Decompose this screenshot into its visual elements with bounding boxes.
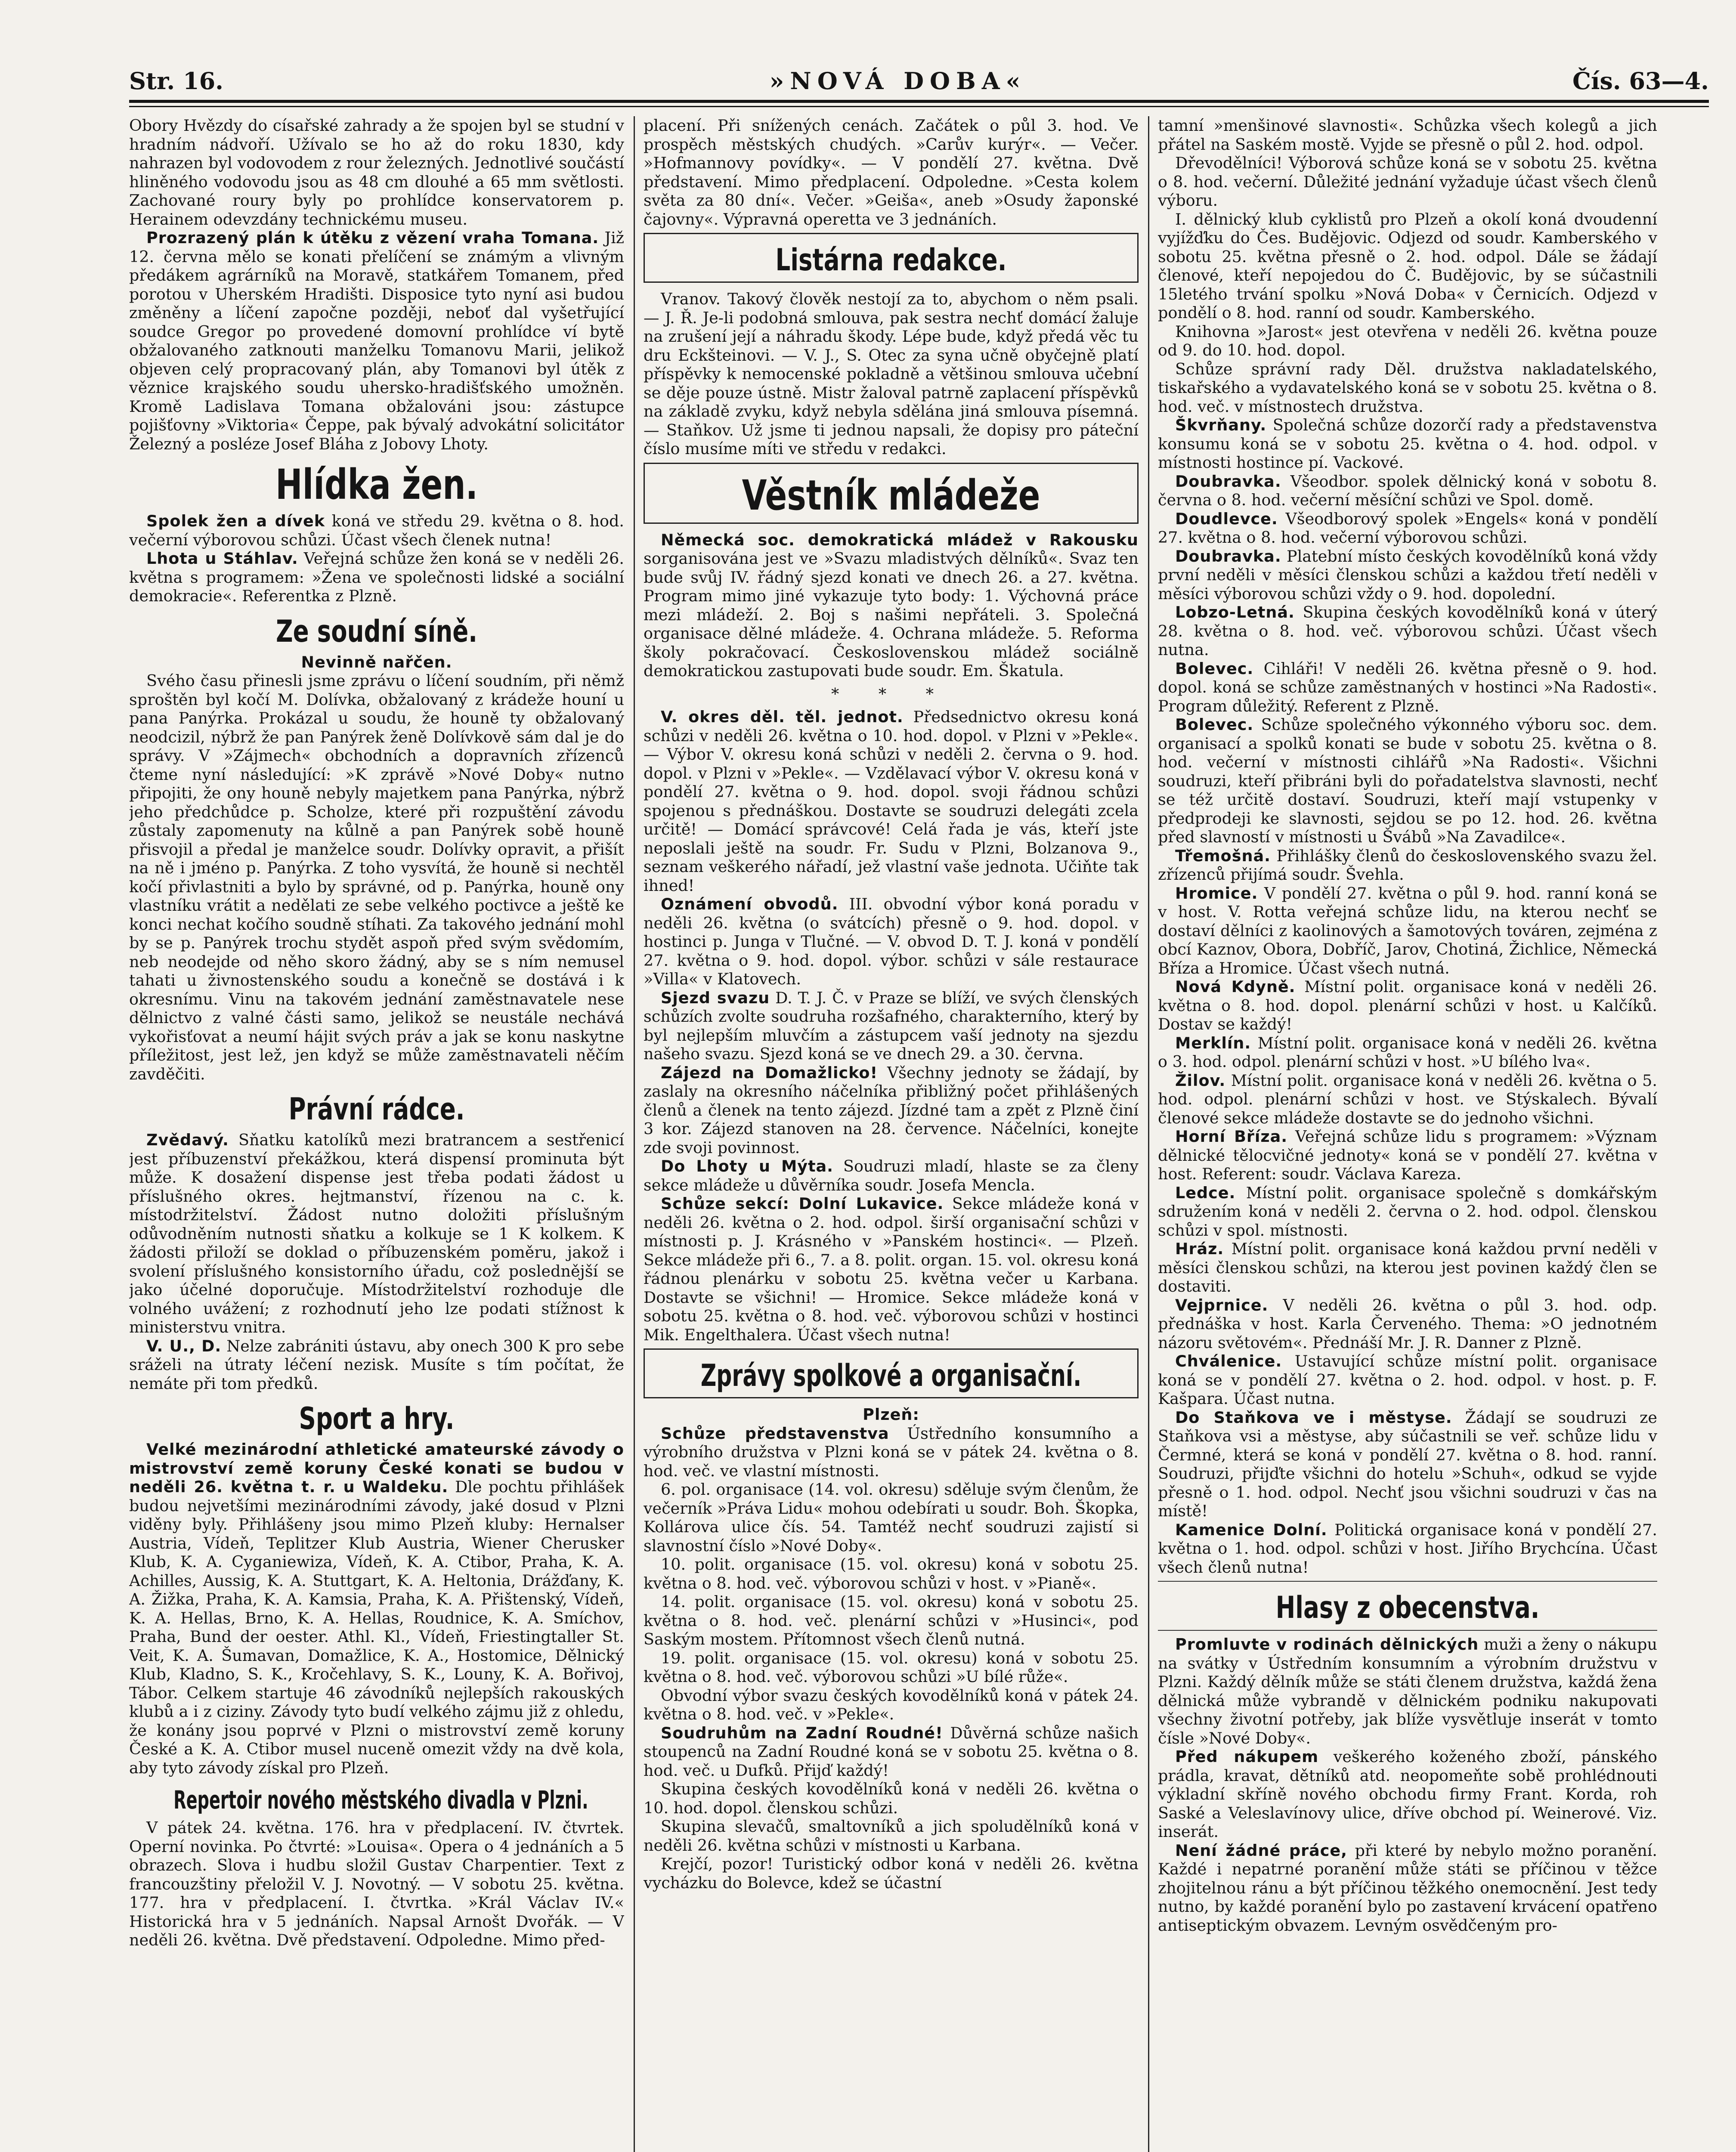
notice-lead: Doudlevce. [1175, 509, 1278, 528]
notice: Skupina českých kovodělníků koná v neděli 26. května o 10. hod. dopol. členskou schůzi. [644, 1780, 1139, 1817]
notice-lead: Před nákupem [1175, 1747, 1319, 1766]
column-3 [1158, 116, 1657, 2152]
zpravy-box [644, 1348, 1139, 1398]
masthead-rule-thick [129, 100, 1709, 103]
notice [1158, 1352, 1657, 1408]
section-heading-sport-a-hry: Sport a hry. [299, 1401, 455, 1436]
notice [1158, 659, 1657, 716]
notice-text: Dle pochtu přihlášek budou nejvetšími mezinárodními závody, jaké dosud v Plzni viděny byly. Přihlášeny jsou mimo Plzeň kluby: Hernalser Austria, Vídeň, Teplitzer Klub Austria, Wiener Cherusker Klub, K. A. Cyganiewiza, Vídeň, K. A. Ctibor, Praha, K. A. Achilles, Aussig, K. A. Stuttgart, K. A. Heltonia, Drážďany, K. A. Žižka, Praha, K. A. Kamsia, Praha, K. A. Přištenský, Vídeň, K. A. Hellas, Brno, K. A. Hellas, Roudnice, K. A. Smíchov, Praha, Bund der oester. Athl. Kl., Vídeň, Friestingtaller St. Veit, K. A. Šumavan, Domažlice, K. A., Hostomice, Dělnický Klub, Kladno, S. K., Kročehlavy, S. K., Louny, K. A. Bořivoj, Tábor. Celkem startuje 46 závodníků nejlepších rakouských klubů a i z ciziny. Závody tyto budí velkého zájmu již z ohledu, že konány jsou poprvé v Plzni o mistrovství země koruny České a K. A. Ctibor musel nuceně omezit vždy na dvě kola, aby tyto závody získal pro Plzeň. [129, 1478, 624, 1777]
notice-lead: Hráz. [1175, 1240, 1224, 1258]
notice [644, 989, 1139, 1064]
notice-text: V neděli 26. května o půl 3. hod. odp. přednáška v host. Karla Červeného. Thema: »O jednotném názoru světovém«. Přednáší Mr. J. R. Danner z Plzně. [1158, 1296, 1657, 1352]
notice [1158, 1034, 1657, 1071]
notice-lead: Merklín. [1175, 1033, 1251, 1052]
notice-text: Skupina českých kovodělníků koná v úterý 28. května o 8. hod. več. výborovou schůzi. Účast všech nutna. [1158, 603, 1657, 659]
notice-lead: Chválenice. [1175, 1352, 1282, 1370]
notice-text: Schůze společného výkonného výboru soc. dem. organisací a spolků konati se bude v sobotu 25. května o 8. hod. večerní v místnosti cihlářů »Na Radosti«. Všichni soudruzi, kteří přibráni byli do pořadatelstva slavnosti, nechť se též určitě dostaví. Soudruzi, kteří mají vstupenky v předprodeji ke slavnosti, sejdou se po 12. hod. 26. května před slavností v místnosti u Švábů »Na Zavadilce«. [1158, 715, 1657, 846]
notice-lead: Škvrňany. [1175, 416, 1267, 434]
notice-lead: Schůze sekcí: Dolní Lukavice. [661, 1194, 944, 1213]
notice-lead: Kamenice Dolní. [1175, 1520, 1328, 1539]
section-heading-pravni-radce: Právní rádce. [288, 1091, 465, 1127]
notice-lead: Třemošná. [1175, 846, 1271, 865]
notice-lead: Zájezd na Domažlicko! [661, 1063, 878, 1082]
notice-lead: Není žádné práce, [1175, 1841, 1347, 1860]
notice-text: Politická organisace koná v pondělí 27. května o 1. hod. odpol. schůzi v host. Jiřího Brychcína. Účast všech členů nutna! [1158, 1520, 1657, 1577]
notice-text: Společná schůze dozorčí rady a představenstva konsumu koná se v sobotu 25. května o 4. hod. odpol. v místnosti hostince pí. Vackové. [1158, 416, 1657, 472]
notice-text: Místní polit. organisace koná každou první neděli v měsíci členskou schůzi, na kterou jest povinen každý člen se dostaviti. [1158, 1240, 1657, 1296]
article-text: Vranov. Takový člověk nestojí za to, abychom o něm psali. — J. Ř. Je-li podobná smlouva, pak sestra nechť domácí žaluje na zrušení její a náhradu škody. Lépe bude, když předá věc tu dru Eckšteinovi. — V. J., S. Otec za syna učně obyčejně platí příspěvky k nemocenské pokladně a většinou smlouva učební se děje pouze ústně. Mistr žaloval patrně zaplacení příspěvků na základě zvyku, když nebyla sdělána jiná smlouva písemná. — Staňkov. Už jsme ti jednou napsali, že dopisy pro páteční číslo musíme míti ve středu v redakci. [644, 290, 1139, 458]
notice-text: Všeodborový spolek »Engels« koná v pondělí 27. května o 8. hod. večerní výborovou schůzi. [1158, 509, 1657, 547]
notice [1158, 1521, 1657, 1577]
notice-text: muži a ženy o nákupu na svátky v Ústředním konsumním a výrobním družstvu v Plzni. Každý dělník může se státi členem družstva, každá žena dělnická může vybrandě v dělnickém podniku nakupovati všechny životní potřeby, jak blíže vysvětluje inserát v tomto čísle »Nové Doby«. [1158, 1635, 1657, 1747]
article-text: placení. Při snížených cenách. Začátek o půl 3. hod. Ve prospěch městských chudých. »Carův kurýr«. — Večer. »Hofmannovy povídky«. — V pondělí 27. května. Dvě představení. Mimo předplacení. Odpoledne. »Cesta kolem světa za 80 dní«. Večer. »Geiša«, aneb »Osudy žaponské čajovny«. Výpravná operetta ve 3 jednáních. [644, 116, 1139, 229]
issue-number: Čís. 63—4. [1572, 67, 1709, 95]
notice: tamní »menšinové slavnosti«. Schůzka všech kolegů a jich přátel na Saském mostě. Vyjde se přesně o půl 2. hod. odpol. [1158, 116, 1657, 154]
section-separator: * * * [831, 684, 951, 703]
notice-lead: Ledce. [1175, 1183, 1236, 1202]
notice-lead: Německá soc. demokratická mládež v Rakousku [661, 530, 1139, 549]
notice [129, 549, 624, 606]
notice [129, 1440, 624, 1777]
notice-text: V pondělí 27. května o půl 9. hod. ranní koná se v host. V. Rotta veřejná schůze lidu, na kterou nechť se dostaví dělníci z kaolinových a šamotových továren, zejména z obcí Kaznov, Obora, Dobříč, Jarov, Chotiná, Žichlice, Německá Bříza a Hromice. Účast všech nutná. [1158, 884, 1657, 977]
notice: 6. pol. organisace (14. vol. okresu) sděluje svým členům, že večerník »Práva Lidu« mohou odebírati u soudr. Boh. Škopka, Kollárova ulice čís. 54. Tamtéž nechť soudruzi zajistí si slavnostní číslo »Nové Doby«. [644, 1480, 1139, 1555]
notice [1158, 1635, 1657, 1747]
notice [1158, 603, 1657, 659]
notice-lead: Zvědavý. [146, 1131, 229, 1149]
notice [1158, 977, 1657, 1034]
notice [644, 1194, 1139, 1344]
section-heading-hlidka-zen: Hlídka žen. [275, 461, 478, 509]
notice-text: Předsednictvo okresu koná schůzi v neděli 26. května o 10. hod. dopol. v Plzni v »Pekle«. — Výbor V. okresu koná schůzi v neděli 2. června o 9. hod. dopol. v Plzni v »Pekle«. — Vzdělavací výbor V. okresu koná v pondělí 27. května o 9. hod. dopol. svoji řádnou schůzi spojenou s přednáškou. Dostavte se soudruzi delegáti zcela určitě! — Domácí správcové! Celá řada je vás, kteří jste neposlali ještě na soudr. Fr. Sudu v Plzni, Bolzanova 9., seznam veškerého nářadí, jež vlastní vaše jednota. Učiňte tak ihned! [644, 708, 1139, 895]
article-text: V pátek 24. května. 176. hra v předplacení. IV. čtvrtek. Operní novinka. Po čtvrté: »Louisa«. Opera o 4 jednáních a 5 obrazech. Slova i hudbu složil Gustav Charpentier. Text z francouzštiny přeložil V. J. Novotný. — V sobotu 25. května. 177. hra v předplacení. I. čtvrtka. »Král Václav IV.« Historická hra v 5 jednáních. Napsal Arnošt Dvořák. — V neděli 26. května. Dvě představení. Odpoledne. Mimo před- [129, 1818, 624, 1949]
notice-text: sorganisována jest ve »Svazu mladistvých dělníků«. Svaz ten bude svůj IV. řádný sjezd konati ve dnech 26. a 27. května. Program mimo jiné vykazuje tyto body: 1. Výchovná práce mezi mládeží. 2. Boj s našimi nepřáteli. 3. Společná organisace dělné mládeže. 4. Ochrana mládeže. 5. Reforma školy pokračovací. Československou mládež sociálně demokratickou zastupovati bude soudr. Em. Škatula. [644, 549, 1139, 680]
notice-lead: Oznámení obvodů. [661, 895, 839, 913]
notice: Skupina slevačů, smaltovníků a jich spoludělníků koná v neděli 26. května schůzi v místnosti u Karbana. [644, 1817, 1139, 1855]
notice-lead: Horní Bříza. [1175, 1127, 1288, 1146]
notice-lead: Bolevec. [1175, 659, 1254, 678]
notice [1158, 1747, 1657, 1841]
notice-text: D. T. J. Č. v Praze se blíží, ve svých členských schůzích zvolte soudruha rozšafného, charakterního, který by byl nejlepším mluvčím a zástupcem vaší jednoty na sjezdu našeho svazu. Sjezd koná se ve dnech 29. a 30. června. [644, 988, 1139, 1063]
section-heading-repertoir: Repertoir nového městského divadla v Plzni. [173, 1785, 588, 1815]
notice-text: Veřejná schůze žen koná se v neděli 26. května s programem: »Žena ve společnosti lidské a sociální demokracie«. Referentka z Plzně. [129, 549, 624, 605]
notice: Krejčí, pozor! Turistický odbor koná v neděli 26. května vycházku do Bolevce, kdež se účastní [644, 1855, 1139, 1892]
notice [1158, 1184, 1657, 1240]
article-text: Svého času přinesli jsme zprávu o líčení soudním, při němž sproštěn byl kočí M. Dolívka, obžalovaný z krádeže houní u pana Panýrka. Prokázal u soudu, že houně ty obžalovaný neodcizil, nýbrž že pan Panýrek ženě Dolívkově sám dal je do správy. V »Zájmech« obchodních a dopravních zřízenců čteme nyní následující: »K zprávě »Nové Doby« nutno připojiti, že ony houně nebyly majetkem pana Panýrka, nýbrž jeho předchůdce p. Scholze, které při rozpuštění závodu zůstaly zapomenuty na kůlně a pan Panýrek sobě houně přisvojil a předal je manželce soudr. Dolívky opravit, a přišít na ně i jméno p. Panýrka. Z toho vysvítá, že houně si nechtěl kočí přivlastniti a bylo by správné, od p. Panýrka, houně ony vlastníku vrátit a nedělati ze sebe velkého poctivce a ještě ke konci nechat kočího soudně stíhati. Za takového jednání mohl by se p. Panýrek trochu stydět aspoň před svým svědomím, neb neodejde od něho skoro žádný, aby se s ním nemusel tahati u živnostenského soudu a konečně se dostává i k okresnímu. Vinu na takovém jednání zaměstnavatele nese dělnictvo z valné části samo, jelikož se neustále nechává vykořisťovat a neumí hájit svých práv a jak se konu naskytne příležitost, jest lež, jen když se může zaměstnavateli něčím zavděčiti. [129, 671, 624, 1083]
notice [129, 1337, 624, 1393]
masthead [129, 65, 1709, 95]
article-subheading: Nevinně nařčen. [301, 652, 452, 671]
notice-text: Cihláři! V neděli 26. května přesně o 9. hod. dopol. koná se schůze zaměstnaných v hostinci »Na Radosti«. Program důležitý. Referent z Plzně. [1158, 659, 1657, 715]
notice [1158, 547, 1657, 603]
notice-lead: Doubravka. [1175, 547, 1281, 566]
article-paragraph [129, 229, 624, 453]
notice [129, 1131, 624, 1337]
article-text: Již 12. června mělo se konati přelíčení se známým a vlivným předákem agrárníků na Moravě, statkářem Tomanem, před porotou v Uherském Hradišti. Disposice tyto nyní asi budou změněny a líčení započne později, neboť dal vyšetřující soudce Gregor po provedené domovní prohlídce ví bytě obžalovaného zatknouti manželku Tomanovu Marii, jelikož objeven celý propracovaný plán, aby Tomanovi byl útěk z věznice krajského soudu uhersko-hradišťského umožněn. Kromě Ladislava Tomana obžalováni jsou: zástupce pojišťovny »Viktoria« Čeppe, pak bývalý advokátní solicitátor Železný a posléze Josef Bláha z Jobovy Lhoty. [129, 229, 624, 453]
notice-text: Všeodbor. spolek dělnický koná v sobotu 8. června o 8. hod. večerní měsíční schůzi ve Spol. domě. [1158, 472, 1657, 509]
notice-lead: Velké mezinárodní athletické amateurské závody o mistrovství země koruny České konati se budou v neděli 26. května t. r. u Waldeku. [129, 1440, 624, 1496]
notice [1158, 1071, 1657, 1128]
notice [644, 1157, 1139, 1194]
notice [644, 895, 1139, 989]
notice-lead: Do Lhoty u Mýta. [661, 1157, 834, 1175]
notice-text: koná ve středu 29. května o 8. hod. večerní výborovou schůzi. Účast všech členek nutna! [129, 512, 624, 549]
listarna-box [644, 233, 1139, 283]
notice-text: Místní polit. organisace koná v neděli 26. května o 5. hod. odpol. plenární schůzi v host. ve Stýskalech. Bývalí členové sekce mládeže dostavte se do jednoho všichni. [1158, 1071, 1657, 1127]
notice [644, 1724, 1139, 1780]
notice-text: Platební místo českých kovodělníků koná vždy první neděli v měsíci členskou schůzi a každou třetí neděli v měsíci výborovou schůzi vždy o 9. hod. dopolední. [1158, 547, 1657, 603]
notice [644, 708, 1139, 895]
notice-text: Všechny jednoty se žádají, by zaslaly na okresního náčelníka přibližný počet přihlášených členů a členek na tento zájezd. Jízdné tam a zpět z Plzně činí 3 kor. Zájezd stanoven na 28. července. Náčelníci, konejte zde svoji povinnost. [644, 1063, 1139, 1157]
notice-text: Sňatku katolíků mezi bratrancem a sestřenicí jest příbuzenství překážkou, která dispensí prominuta být může. K dosažení dispense jest třeba podati žádost u příslušného okres. hejtmanství, řízenou na c. k. místodržitelství. Žádost nutno doložiti příslušným odůvodněním nutnosti sňatku a kolkuje se 1 K kolkem. K žádosti přiloží se doklad o příbuzenském poměru, jakož i svolení příslušného konsistorního úřadu, což poslednější se jako účelné doporučuje. Místodržitelství rozhoduje dle volného uvážení; z rozhodnutí jeho lze podati stížnost k ministerstvu vnitra. [129, 1131, 624, 1336]
notice: Schůze správní rady Děl. družstva nakladatelského, tiskařského a vydavatelského koná se v sobotu 25. května o 8. hod. več. v místnostech družstva. [1158, 359, 1657, 416]
notice [1158, 715, 1657, 847]
notice-text: Místní polit. organisace koná v neděli 26. května o 3. hod. odpol. plenární schůzi v host. »U bílého lva«. [1158, 1033, 1657, 1071]
notice-text: Nelze zabrániti ústavu, aby onech 300 K pro sebe sráželi na útraty léčení nezisk. Musíte s tím počítat, že nemáte při tom předků. [129, 1336, 624, 1393]
notice [1158, 884, 1657, 978]
page-number: Str. 16. [129, 67, 223, 95]
section-rule [1158, 1630, 1657, 1631]
column-divider-2 [1148, 116, 1149, 2152]
location-heading-plzen: Plzeň: [863, 1405, 919, 1424]
notice [1158, 416, 1657, 472]
notice-lead: Sjezd svazu [661, 988, 770, 1007]
notice-text: Přihlášky členů do československého svazu žel. zřízenců přijímá soudr. Švehla. [1158, 846, 1657, 884]
notice-lead: Žilov. [1175, 1071, 1226, 1090]
article-lead: Prozrazený plán k útěku z vězení vraha Tomana. [146, 229, 599, 247]
notice [1158, 510, 1657, 547]
notice-text: veškerého koženého zboží, pánského prádla, kravat, dětníků atd. neopomeňte sobě prohlédnouti výkladní skříně nového obchodu firmy Frant. Korda, roh Saské a Veleslavínovy ulice, dříve obchod pí. Weinerové. Viz. inserát. [1158, 1747, 1657, 1841]
column-divider-1 [634, 116, 635, 2152]
notice [1158, 1841, 1657, 1935]
notice: I. dělnický klub cyklistů pro Plzeň a okolí koná dvoudenní vyjížďku do Čes. Budějovic. Odjezd od soudr. Kamberského v sobotu 25. května přesně o 2. hod. odpol. Dále se žádají členové, kteří nepojedou do Č. Budějovic, by se súčastnili 15letého trvání spolku »Nová Doba« v Černicích. Odjezd v pondělí o 8. hod. ranní od soudr. Kamberského. [1158, 210, 1657, 322]
section-rule [1158, 1581, 1657, 1582]
masthead-rule-thin [129, 106, 1709, 107]
notice-text: Žádají se soudruzi ze Staňkova vsi a městyse, aby súčastnili se veř. schůze lidu v Čermné, která se koná v pondělí 27. května o 8. hod. ranní. Soudruzi, přijďte všichni do hotelu »Schuh«, odkud se vyjde přesně o 1. hod. odpol. Nechť jsou všichni soudruzi v čas na místě! [1158, 1408, 1657, 1520]
notice-text: Ustavující schůze místní polit. organisace koná se v pondělí 27. května o 2. hod. odpol. v host. p. F. Kašpara. Účast nutna. [1158, 1352, 1657, 1408]
notice: 19. polit. organisace (15. vol. okresu) koná v sobotu 25. května o 8. hod. več. výborovou schůzi »U bílé růže«. [644, 1648, 1139, 1686]
notice: Dřevodělníci! Výborová schůze koná se v sobotu 25. května o 8. hod. večerní. Důležité jednání vyžaduje účast všech členů výboru. [1158, 154, 1657, 210]
section-heading-zpravy-spolkove: Zprávy spolkové a organisační. [700, 1358, 1082, 1393]
article-text: Obory Hvězdy do císařské zahrady a že spojen byl se studní v hradním nádvoří. Užívalo se ho až do roku 1830, kdy nahrazen byl vodovodem z rour železných. Jednotlivé součástí hliněného vodovodu jsou as 48 cm dlouhé a 65 mm světlosti. Zachované roury byly po prohlídce konservatorem p. Herainem odevzdány technickému museu. [129, 116, 624, 229]
column-2 [644, 116, 1139, 2152]
notice-text: Veřejná schůze lidu s programem: »Význam dělnické tělocvičné jednoty« koná se v pondělí 27. května v host. Referent: soudr. Václava Kareza. [1158, 1127, 1657, 1183]
notice-lead: Nová Kdyně. [1175, 977, 1296, 996]
notice [644, 531, 1139, 680]
newspaper-title: »NOVÁ DOBA« [769, 67, 1027, 95]
section-heading-soudni-sin: Ze soudní síně. [275, 613, 478, 649]
notice-lead: Do Staňkova ve i městyse. [1175, 1408, 1452, 1427]
notice-text: Ústředního konsumního a výrobního družstva v Plzni koná se v pátek 24. května o 8. hod. več. ve vlastní místnosti. [644, 1424, 1139, 1480]
notice [1158, 1408, 1657, 1521]
notice [1158, 472, 1657, 510]
notice: 10. polit. organisace (15. vol. okresu) koná v sobotu 25. května o 8. hod. več. výborovou schůzi v host. v »Pianě«. [644, 1555, 1139, 1592]
notice-text: Místní polit. organisace koná v neděli 26. května o 8. hod. dopol. plenární schůzi v host. u Kalčíků. Dostav se každý! [1158, 977, 1657, 1033]
notice [1158, 1296, 1657, 1352]
column-1 [129, 116, 624, 2152]
notice: 14. polit. organisace (15. vol. okresu) koná v sobotu 25. května o 8. hod. več. plenární schůzi v »Husinci«, pod Saským mostem. Přítomnost všech členů nutná. [644, 1592, 1139, 1648]
notice-lead: Soudruhům na Zadní Roudné! [661, 1723, 943, 1742]
notice-text: Důvěrná schůze našich stoupenců na Zadní Roudné koná se v sobotu 25. května o 8. hod. več. u Dufků. Přijď každý! [644, 1723, 1139, 1780]
notice [1158, 1240, 1657, 1296]
notice-text: při které by nebylo možno poranění. Každé i nepatrné poranění může státi se příčinou v těžce zhojitelnou ránu a být příčinou těžkého onemocnění. Jest tedy nutno, by každé poranění bylo po zastavení krvácení opatřeno antiseptickým obvazem. Levným osvědčeným pro- [1158, 1841, 1657, 1935]
section-heading-hlasy-z-obecenstva: Hlasy z obecenstva. [1275, 1590, 1540, 1625]
notice [1158, 847, 1657, 884]
notice-lead: Lobzo-Letná. [1175, 603, 1295, 621]
notice-text: Sekce mládeže koná v neděli 26. května o 2. hod. odpol. širší organisační schůzi v místnosti p. J. Krásného v »Panském hostinci«. — Plzeň. Sekce mládeže při 6., 7. a 8. polit. organ. 15. vol. okresu koná řádnou plenárku v sobotu 25. května večer u Karbana. Dostavte se všichni! — Hromice. Sekce mládeže koná v sobotu 25. května o 8. hod. več. výborovou schůzi v hostinci Mik. Engelthalera. Účast všech nutna! [644, 1194, 1139, 1344]
notice-lead: Lhota u Stáhlav. [146, 549, 298, 568]
notice-lead: Promluvte v rodinách dělnických [1175, 1635, 1479, 1654]
notice [644, 1424, 1139, 1481]
notice-lead: V. okres děl. těl. jednot. [661, 708, 904, 726]
notice-lead: V. U., D. [146, 1336, 222, 1355]
notice-text: Soudruzi mladí, hlaste se za členy sekce mládeže u důvěrníka soudr. Josefa Mencla. [644, 1157, 1139, 1194]
notice-lead: Bolevec. [1175, 715, 1254, 734]
notice: Knihovna »Jarost« jest otevřena v neděli 26. května pouze od 9. do 10. hod. dopol. [1158, 322, 1657, 359]
notice [129, 512, 624, 549]
notice-text: Místní polit. organisace společně s domkářským sdružením koná v neděli 2. června o 2. hod. odpol. členskou schůzi v spol. místnosti. [1158, 1183, 1657, 1240]
section-heading-listarna: Listárna redakce. [775, 242, 1007, 278]
vestnik-box [644, 463, 1139, 524]
notice-lead: Vejprnice. [1175, 1296, 1269, 1314]
section-heading-vestnik-mladeze: Věstník mládeže [742, 471, 1040, 519]
notice [1158, 1127, 1657, 1184]
notice: Obvodní výbor svazu českých kovodělníků koná v pátek 24. května o 8. hod. več. v »Pekle«. [644, 1686, 1139, 1723]
notice-lead: Spolek žen a dívek [146, 512, 325, 530]
notice-lead: Hromice. [1175, 884, 1258, 903]
notice [644, 1064, 1139, 1157]
notice-lead: Doubravka. [1175, 472, 1281, 491]
notice-lead: Schůze představenstva [661, 1424, 889, 1443]
notice-text: III. obvodní výbor koná poradu v neděli 26. května (o svátcích) přesně o 9. hod. dopol. v hostinci p. Junga v Tlučné. — V. obvod D. T. J. koná v pondělí 27. května o 9. hod. dopol. výbor. schůzi v sále restaurace »Villa« v Klatovech. [644, 895, 1139, 988]
